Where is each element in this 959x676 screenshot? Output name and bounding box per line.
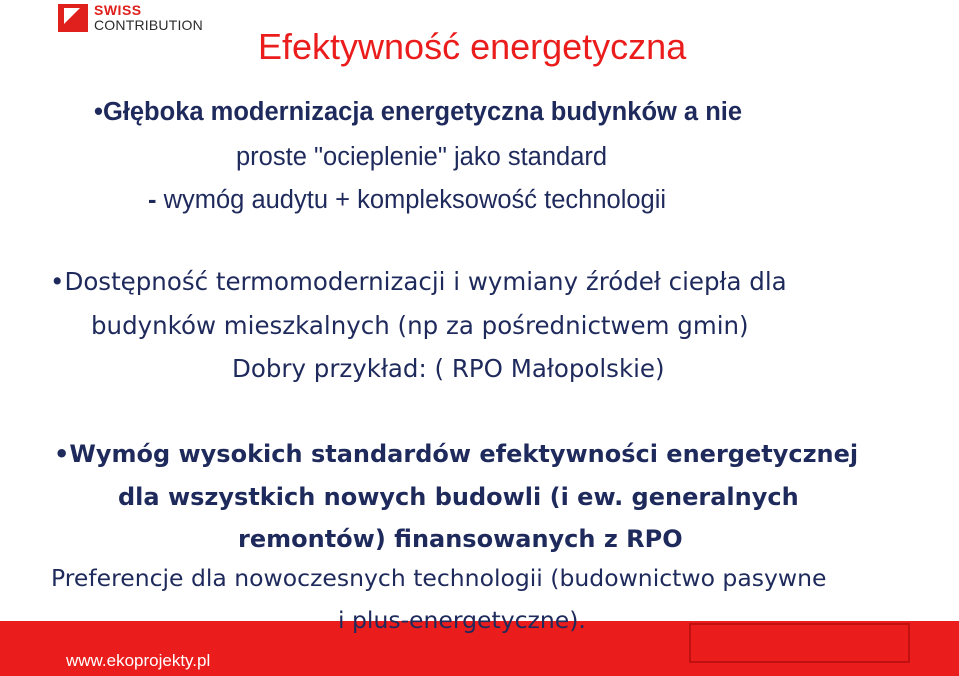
bullet-1-marker: •: [94, 98, 103, 126]
bullet-3-marker: •: [54, 440, 70, 468]
bullet-3-line-4: [51, 562, 826, 594]
swiss-contribution-logo: [58, 2, 203, 34]
bullet-2-text-2: budynków mieszkalnych: [91, 311, 390, 340]
bullet-3-text-2: dla wszystkich nowych budowli (i ew. generalnych: [118, 483, 799, 511]
bullet-1-text-2: proste "ocieplenie" jako standard: [236, 143, 608, 171]
footer-box: [689, 623, 910, 663]
bullet-2-text-1: Dostępność termomodernizacji i wymiany źródeł ciepła dla: [64, 267, 787, 296]
logo-line-contribution: CONTRIBUTION: [94, 17, 203, 33]
bullet-3-line-2: [118, 481, 799, 513]
bullet-3-text-3: remontów) finansowanych z RPO: [238, 525, 683, 553]
footer-url: www.ekoprojekty.pl: [66, 651, 211, 670]
bullet-2-marker: •: [50, 267, 65, 296]
bullet-2-text-3: Dobry przykład: ( RPO Małopolskie): [232, 354, 665, 383]
bullet-3-text-1: Wymóg wysokich standardów efektywności energetycznej: [69, 440, 859, 468]
bullet-2-line-3: [232, 353, 665, 385]
logo-text: [94, 3, 203, 33]
bullet-1-text-3: wymóg audytu + kompleksowość technologii: [156, 186, 667, 214]
slide-title: Efektywność energetyczna: [258, 26, 687, 67]
bullet-3-text-4: Preferencje dla nowoczesnych technologii (budownictwo pasywne: [51, 564, 827, 592]
bullet-2-text-2b: (np za pośrednictwem gmin): [389, 311, 749, 340]
bullet-1-dash: -: [148, 186, 157, 214]
bullet-3-line-5: [338, 604, 586, 636]
bullet-2-line-2: [91, 310, 749, 342]
bullet-1-line-2: [236, 141, 607, 173]
logo-line-swiss: SWISS: [94, 2, 142, 18]
bullet-3-text-5: i plus-energetyczne).: [338, 606, 586, 634]
bullet-1-text-1: Głęboka modernizacja energetyczna budynków a nie: [102, 98, 743, 126]
bullet-3-line-1: [54, 438, 858, 470]
bullet-2-line-1: [50, 266, 787, 298]
bullet-1-line-3: [148, 184, 666, 216]
bullet-3-line-3: [238, 523, 683, 555]
bullet-1-line-1: [94, 96, 742, 128]
swiss-flag-icon: [58, 4, 88, 32]
